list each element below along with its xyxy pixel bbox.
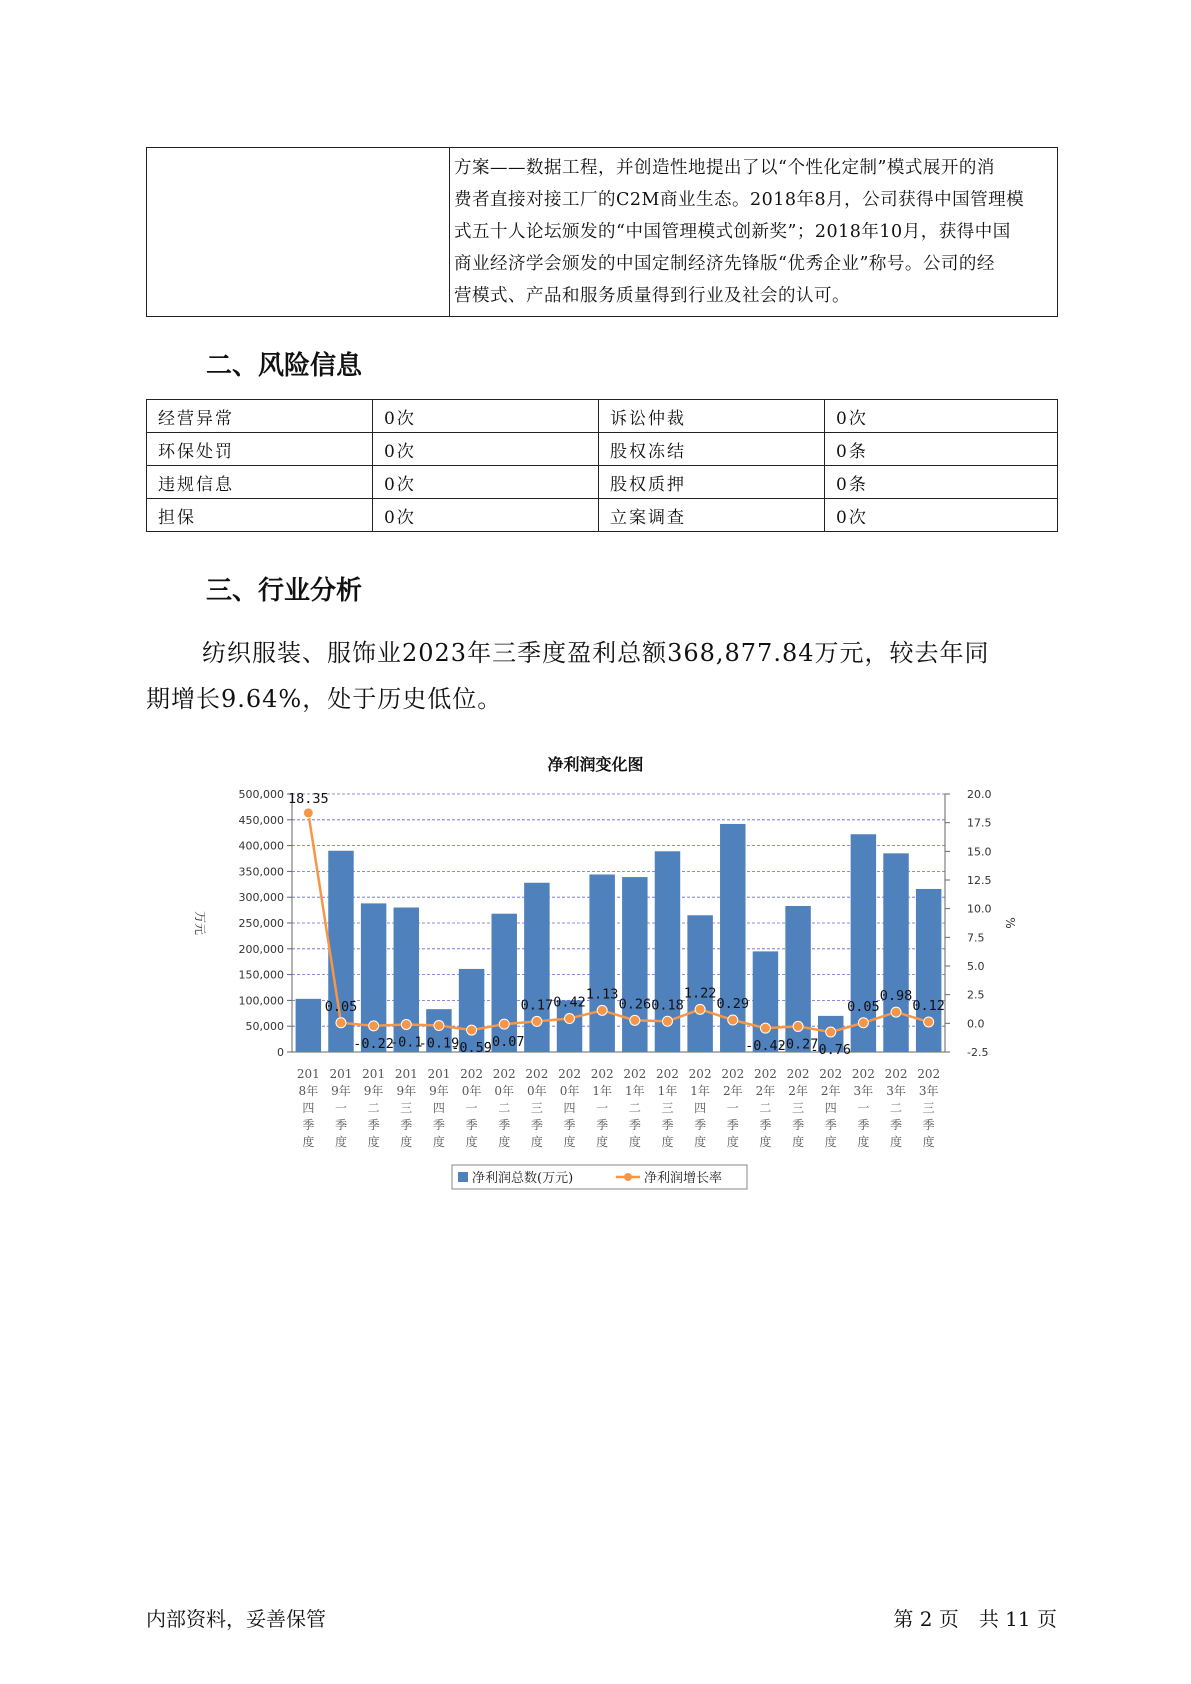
x-tick-label: 2年 — [788, 1084, 808, 1098]
growth-point — [630, 1015, 640, 1025]
x-tick-label: 202 — [851, 1067, 875, 1081]
bar — [753, 951, 778, 1052]
table-row — [147, 400, 1058, 433]
y2-tick-label: 5.0 — [967, 960, 985, 973]
x-tick-label: 202 — [525, 1067, 549, 1081]
net-profit-chart — [0, 770, 1191, 1200]
x-tick-label: 度 — [922, 1135, 935, 1149]
growth-data-label: 0.18 — [651, 997, 684, 1014]
x-tick-label: 1年 — [625, 1084, 645, 1098]
x-tick-label: 度 — [334, 1135, 347, 1149]
x-tick-label: 1年 — [690, 1084, 710, 1098]
x-tick-label: 一 — [857, 1101, 870, 1115]
growth-data-label: -0.76 — [810, 1042, 852, 1059]
growth-data-label: 18.35 — [288, 790, 329, 807]
x-tick-label: 季 — [890, 1118, 903, 1132]
x-tick-label: 度 — [432, 1135, 445, 1149]
x-tick-label: 9年 — [396, 1084, 417, 1098]
risk-value: 0条 — [825, 466, 1058, 499]
growth-data-label: -0.42 — [745, 1038, 786, 1055]
x-tick-label: 季 — [498, 1118, 511, 1132]
x-tick-label: 四 — [824, 1101, 837, 1115]
x-tick-label: 2年 — [755, 1084, 776, 1098]
growth-data-label: 1.13 — [585, 986, 619, 1003]
x-tick-label: 一 — [465, 1101, 478, 1115]
growth-data-label: 0.29 — [716, 996, 750, 1013]
growth-point — [401, 1019, 411, 1029]
x-tick-label: 一 — [334, 1101, 347, 1115]
x-tick-label: 四 — [302, 1101, 315, 1115]
x-tick-label: 202 — [623, 1067, 647, 1081]
growth-point — [695, 1004, 705, 1014]
y2-tick-label: 20.0 — [967, 788, 992, 801]
x-tick-label: 三 — [400, 1101, 413, 1115]
x-tick-label: 度 — [498, 1135, 511, 1149]
x-tick-label: 度 — [759, 1135, 772, 1149]
y2-tick-label: 17.5 — [967, 816, 992, 830]
legend-bar-swatch — [458, 1172, 468, 1182]
growth-point — [891, 1007, 901, 1017]
y-tick-label: 400,000 — [238, 839, 284, 853]
y-tick-label: 100,000 — [238, 994, 284, 1008]
y-axis-title: 万元 — [193, 910, 207, 936]
x-tick-label: 季 — [661, 1118, 674, 1132]
legend-bar-label: 净利润总数(万元) — [472, 1171, 574, 1186]
x-tick-label: 四 — [694, 1101, 707, 1115]
y-tick-label: 250,000 — [238, 917, 284, 930]
x-tick-label: 202 — [819, 1067, 843, 1081]
intro-text-cell — [450, 148, 1058, 317]
bar — [589, 874, 614, 1052]
x-tick-label: 9年 — [363, 1084, 384, 1098]
growth-data-label: 0.42 — [553, 994, 586, 1011]
x-tick-label: 202 — [492, 1067, 516, 1081]
growth-data-label: 0.12 — [912, 997, 945, 1014]
footer-page-number: 第 2 页 共 11 页 — [893, 1607, 1057, 1631]
x-tick-label: 2年 — [820, 1084, 841, 1098]
growth-point — [858, 1018, 868, 1028]
growth-point — [336, 1018, 346, 1028]
x-tick-label: 二 — [367, 1101, 380, 1115]
growth-data-label: 0.05 — [847, 998, 880, 1015]
growth-point — [499, 1019, 509, 1029]
intro-line: 营模式、产品和服务质量得到行业及社会的认可。 — [454, 286, 850, 306]
x-tick-label: 202 — [590, 1067, 614, 1081]
x-tick-label: 1年 — [657, 1084, 678, 1098]
risk-label: 诉讼仲裁 — [599, 400, 825, 433]
x-tick-label: 季 — [465, 1118, 478, 1132]
x-tick-label: 1年 — [592, 1084, 612, 1098]
intro-empty-cell — [147, 148, 450, 317]
x-tick-label: 201 — [427, 1067, 451, 1081]
y-tick-label: 150,000 — [238, 968, 284, 982]
x-tick-label: 季 — [367, 1118, 380, 1132]
x-tick-label: 0年 — [559, 1084, 580, 1098]
x-tick-label: 3年 — [886, 1084, 906, 1098]
growth-point — [662, 1016, 672, 1026]
y-tick-label: 0 — [277, 1046, 284, 1059]
x-tick-label: 8年 — [298, 1084, 319, 1098]
x-tick-label: 季 — [400, 1118, 413, 1132]
x-tick-label: 三 — [792, 1101, 805, 1115]
intro-line: 费者直接对接工厂的C2M商业生态。2018年8月，公司获得中国管理模 — [454, 190, 1025, 210]
risk-label: 经营异常 — [147, 400, 373, 433]
x-tick-label: 三 — [661, 1101, 674, 1115]
chart-title: 净利润变化图 — [547, 755, 644, 774]
growth-point — [434, 1021, 444, 1031]
y-tick-label: 350,000 — [238, 865, 284, 879]
table-row — [147, 499, 1058, 532]
x-tick-label: 度 — [792, 1135, 805, 1149]
x-tick-label: 9年 — [429, 1084, 449, 1098]
x-tick-label: 季 — [334, 1118, 347, 1132]
company-intro-table — [146, 147, 1058, 317]
growth-point — [369, 1021, 379, 1031]
x-tick-label: 201 — [362, 1067, 386, 1081]
risk-label: 股权质押 — [599, 466, 825, 499]
growth-point — [303, 808, 313, 818]
x-tick-label: 度 — [563, 1135, 576, 1149]
bar — [883, 853, 908, 1052]
x-tick-label: 二 — [759, 1101, 772, 1115]
bar — [296, 999, 321, 1052]
growth-data-label: 0.17 — [520, 997, 554, 1014]
intro-line: 式五十人论坛颁发的“中国管理模式创新奖”；2018年10月，获得中国 — [454, 222, 1011, 242]
growth-data-label: 0.98 — [879, 988, 913, 1005]
y-tick-label: 450,000 — [238, 813, 284, 827]
x-tick-label: 季 — [857, 1118, 870, 1132]
growth-point — [924, 1017, 934, 1027]
growth-point — [565, 1014, 575, 1024]
growth-point — [760, 1023, 770, 1033]
y2-axis-title: % — [1003, 917, 1017, 929]
x-tick-label: 季 — [628, 1118, 641, 1132]
y2-tick-label: 12.5 — [967, 874, 992, 887]
x-tick-label: 季 — [726, 1118, 739, 1132]
intro-line: 商业经济学会颁发的中国定制经济先锋版“优秀企业”称号。公司的经 — [454, 254, 995, 274]
y2-tick-label: 7.5 — [967, 931, 985, 945]
x-tick-label: 202 — [721, 1067, 745, 1081]
x-tick-label: 一 — [596, 1101, 609, 1115]
bar — [394, 908, 419, 1052]
risk-value: 0次 — [825, 400, 1058, 433]
growth-data-label: 0.26 — [618, 996, 652, 1013]
x-tick-label: 度 — [400, 1135, 413, 1149]
x-tick-label: 度 — [596, 1135, 609, 1149]
growth-point — [597, 1005, 607, 1015]
x-tick-label: 一 — [726, 1101, 739, 1115]
y-tick-label: 200,000 — [238, 942, 284, 956]
growth-data-label: -0.22 — [353, 1035, 394, 1052]
bar — [687, 915, 712, 1052]
risk-value: 0条 — [825, 433, 1058, 466]
x-tick-label: 度 — [302, 1135, 315, 1149]
section-heading-risk: 二、风险信息 — [206, 351, 363, 381]
x-tick-label: 201 — [394, 1067, 418, 1081]
y-tick-label: 300,000 — [238, 891, 284, 905]
x-tick-label: 0年 — [527, 1084, 547, 1098]
risk-value: 0次 — [373, 433, 599, 466]
industry-paragraph — [146, 630, 1056, 722]
growth-data-label: -0.59 — [451, 1040, 492, 1057]
risk-value: 0次 — [373, 499, 599, 532]
x-tick-label: 9年 — [331, 1084, 351, 1098]
legend-line-label: 净利润增长率 — [644, 1171, 723, 1186]
x-tick-label: 度 — [694, 1135, 707, 1149]
x-tick-label: 202 — [884, 1067, 908, 1081]
x-tick-label: 202 — [558, 1067, 581, 1081]
x-tick-label: 三 — [530, 1101, 543, 1115]
y2-tick-label: 10.0 — [967, 902, 992, 916]
x-tick-label: 季 — [824, 1118, 837, 1132]
bar — [491, 914, 516, 1052]
x-tick-label: 202 — [753, 1067, 777, 1081]
x-tick-label: 季 — [759, 1118, 772, 1132]
growth-point — [728, 1015, 738, 1025]
x-tick-label: 3年 — [853, 1084, 874, 1098]
x-tick-label: 度 — [628, 1135, 641, 1149]
growth-point — [467, 1025, 477, 1035]
x-tick-label: 度 — [530, 1135, 543, 1149]
growth-data-label: -0.1 — [390, 1034, 423, 1051]
growth-data-label: 0.05 — [324, 998, 358, 1015]
x-tick-label: 度 — [726, 1135, 739, 1149]
x-tick-label: 0年 — [494, 1084, 515, 1098]
x-tick-label: 202 — [688, 1067, 712, 1081]
growth-point — [793, 1021, 803, 1031]
x-tick-label: 季 — [596, 1118, 609, 1132]
x-tick-label: 季 — [302, 1118, 315, 1132]
y2-tick-label: 15.0 — [967, 845, 992, 859]
growth-data-label: -0.19 — [418, 1035, 460, 1052]
paragraph-line: 期增长9.64%，处于历史低位。 — [146, 685, 503, 713]
x-tick-label: 季 — [694, 1118, 707, 1132]
x-tick-label: 二 — [890, 1101, 903, 1115]
x-tick-label: 0年 — [461, 1084, 482, 1098]
risk-label: 环保处罚 — [147, 433, 373, 466]
growth-point — [826, 1027, 836, 1037]
x-tick-label: 季 — [922, 1118, 935, 1132]
x-tick-label: 2年 — [722, 1084, 743, 1098]
x-tick-label: 202 — [656, 1067, 679, 1081]
growth-data-label: -0.27 — [777, 1036, 819, 1053]
x-tick-label: 季 — [792, 1118, 805, 1132]
x-tick-label: 201 — [296, 1067, 320, 1081]
y-tick-label: 500,000 — [238, 788, 284, 801]
x-tick-label: 度 — [661, 1135, 674, 1149]
x-tick-label: 度 — [890, 1135, 903, 1149]
table-row — [147, 466, 1058, 499]
growth-data-label: 1.22 — [683, 985, 717, 1002]
bar — [916, 889, 941, 1052]
x-tick-label: 202 — [917, 1067, 941, 1081]
risk-label: 股权冻结 — [599, 433, 825, 466]
x-tick-label: 202 — [786, 1067, 810, 1081]
risk-label: 违规信息 — [147, 466, 373, 499]
legend-line-marker — [624, 1173, 632, 1181]
x-tick-label: 201 — [329, 1067, 353, 1081]
x-tick-label: 二 — [498, 1101, 511, 1115]
risk-label: 担保 — [147, 499, 373, 532]
x-tick-label: 三 — [922, 1101, 935, 1115]
y2-tick-label: -2.5 — [967, 1046, 989, 1059]
y2-tick-label: 0.0 — [967, 1017, 985, 1031]
x-tick-label: 度 — [857, 1135, 870, 1149]
x-tick-label: 二 — [628, 1101, 641, 1115]
risk-value: 0次 — [825, 499, 1058, 532]
x-tick-label: 度 — [367, 1135, 380, 1149]
table-row — [147, 433, 1058, 466]
risk-value: 0次 — [373, 400, 599, 433]
x-tick-label: 3年 — [918, 1084, 939, 1098]
y2-tick-label: 2.5 — [967, 988, 985, 1002]
footer-confidential: 内部资料，妥善保管 — [146, 1607, 326, 1631]
growth-data-label: -0.07 — [483, 1034, 525, 1051]
paragraph-line: 纺织服装、服饰业2023年三季度盈利总额368,877.84万元，较去年同 — [202, 639, 990, 667]
section-heading-industry: 三、行业分析 — [206, 576, 363, 606]
x-tick-label: 季 — [563, 1118, 576, 1132]
intro-line: 方案——数据工程，并创造性地提出了以“个性化定制”模式展开的消 — [454, 158, 995, 178]
y-tick-label: 50,000 — [245, 1020, 284, 1034]
x-tick-label: 季 — [530, 1118, 543, 1132]
x-tick-label: 度 — [824, 1135, 837, 1149]
growth-point — [532, 1016, 542, 1026]
x-tick-label: 四 — [563, 1101, 576, 1115]
x-tick-label: 度 — [465, 1135, 478, 1149]
x-tick-label: 202 — [460, 1067, 484, 1081]
risk-value: 0次 — [373, 466, 599, 499]
risk-info-table — [146, 399, 1058, 532]
risk-label: 立案调查 — [599, 499, 825, 532]
x-tick-label: 季 — [432, 1118, 445, 1132]
x-tick-label: 四 — [432, 1101, 445, 1115]
